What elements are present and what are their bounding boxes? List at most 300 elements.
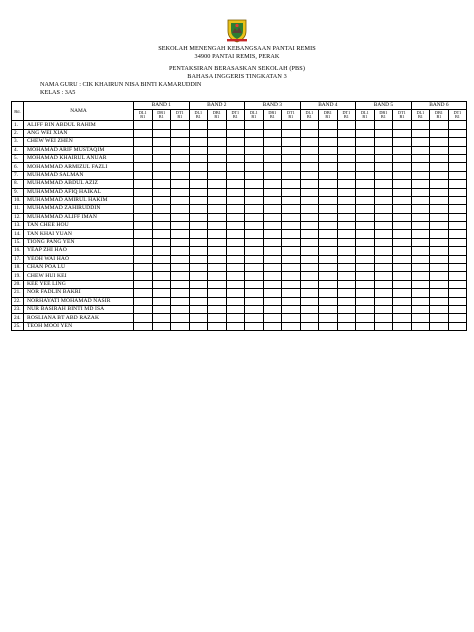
score-cell: [208, 171, 227, 179]
score-cell: [208, 121, 227, 129]
sub-column-band: B1: [232, 114, 238, 120]
score-cell: [245, 188, 264, 196]
score-cell: [430, 289, 449, 297]
score-cell: [393, 238, 412, 246]
row-number: 14.: [12, 230, 24, 238]
score-cell: [430, 146, 449, 154]
score-cell: [208, 180, 227, 188]
student-name: MUHAMMAD ALIFF IMAN: [24, 213, 134, 221]
score-cell: [134, 280, 153, 288]
score-cell: [171, 297, 190, 305]
score-cell: [263, 121, 282, 129]
row-number: 25.: [12, 322, 24, 330]
score-cell: [263, 255, 282, 263]
score-cell: [189, 280, 208, 288]
score-cell: [374, 289, 393, 297]
score-cell: [189, 163, 208, 171]
score-cell: [319, 154, 338, 162]
score-cell: [319, 289, 338, 297]
sub-column-code: DB1: [434, 109, 443, 115]
table-row: [12, 322, 467, 330]
score-cell: [319, 180, 338, 188]
score-cell: [189, 138, 208, 146]
score-cell: [448, 280, 467, 288]
table-row: [12, 297, 467, 305]
score-cell: [282, 163, 301, 171]
score-cell: [448, 163, 467, 171]
score-cell: [134, 180, 153, 188]
score-cell: [245, 305, 264, 313]
sub-column-code: DL1: [361, 109, 369, 115]
table-row: [12, 205, 467, 213]
score-cell: [282, 272, 301, 280]
score-cell: [430, 163, 449, 171]
score-cell: [226, 163, 245, 171]
sub-column-header: [300, 110, 319, 121]
score-cell: [448, 247, 467, 255]
table-row: [12, 129, 467, 137]
score-cell: [374, 163, 393, 171]
score-cell: [448, 289, 467, 297]
score-cell: [393, 322, 412, 330]
score-cell: [171, 180, 190, 188]
score-cell: [245, 205, 264, 213]
score-cell: [356, 188, 375, 196]
sub-column-code: DT1: [398, 109, 406, 115]
score-cell: [152, 129, 171, 137]
table-row: [12, 163, 467, 171]
score-cell: [319, 121, 338, 129]
score-cell: [337, 280, 356, 288]
score-cell: [208, 146, 227, 154]
score-cell: [448, 154, 467, 162]
score-cell: [374, 272, 393, 280]
score-cell: [152, 213, 171, 221]
student-name: CHEW WEI ZHEN: [24, 138, 134, 146]
score-cell: [152, 314, 171, 322]
score-cell: [374, 171, 393, 179]
score-cell: [356, 205, 375, 213]
score-cell: [245, 129, 264, 137]
score-cell: [152, 138, 171, 146]
score-cell: [411, 314, 430, 322]
row-number: 24.: [12, 314, 24, 322]
score-cell: [171, 272, 190, 280]
score-cell: [356, 272, 375, 280]
score-cell: [263, 314, 282, 322]
score-cell: [319, 188, 338, 196]
table-row: [12, 305, 467, 313]
score-cell: [319, 163, 338, 171]
score-cell: [226, 289, 245, 297]
score-cell: [411, 196, 430, 204]
score-cell: [263, 180, 282, 188]
score-cell: [245, 264, 264, 272]
score-cell: [337, 146, 356, 154]
sub-column-header: [152, 110, 171, 121]
score-cell: [208, 247, 227, 255]
sub-column-code: DB1: [323, 109, 332, 115]
score-cell: [430, 264, 449, 272]
student-name: YEOH WAI HAO: [24, 255, 134, 263]
score-cell: [282, 280, 301, 288]
score-cell: [245, 230, 264, 238]
score-cell: [430, 238, 449, 246]
score-cell: [189, 297, 208, 305]
sub-column-header: [411, 110, 430, 121]
score-cell: [337, 238, 356, 246]
score-cell: [411, 188, 430, 196]
score-cell: [171, 188, 190, 196]
sub-column-header: [448, 110, 467, 121]
score-cell: [245, 154, 264, 162]
sub-column-band: B1: [251, 114, 257, 120]
score-cell: [430, 272, 449, 280]
score-cell: [245, 138, 264, 146]
score-cell: [319, 196, 338, 204]
score-cell: [134, 222, 153, 230]
sub-column-header: [319, 110, 338, 121]
score-cell: [411, 154, 430, 162]
score-cell: [152, 146, 171, 154]
sub-column-header: [208, 110, 227, 121]
score-cell: [134, 289, 153, 297]
score-cell: [337, 171, 356, 179]
sub-column-code: DT1: [342, 109, 351, 115]
student-name: TIONG PANG YEN: [24, 238, 134, 246]
row-number: 15.: [12, 238, 24, 246]
sub-column-band: B1: [177, 114, 183, 120]
score-cell: [448, 314, 467, 322]
score-cell: [263, 238, 282, 246]
score-cell: [300, 238, 319, 246]
score-cell: [411, 272, 430, 280]
score-cell: [226, 238, 245, 246]
class-name: KELAS : 3A5: [40, 89, 76, 96]
score-cell: [374, 255, 393, 263]
score-cell: [171, 264, 190, 272]
sub-column-code: DL1: [138, 109, 147, 115]
score-cell: [282, 146, 301, 154]
score-cell: [393, 146, 412, 154]
score-cell: [263, 322, 282, 330]
score-cell: [245, 146, 264, 154]
score-cell: [282, 247, 301, 255]
score-cell: [134, 188, 153, 196]
score-cell: [208, 205, 227, 213]
score-cell: [152, 163, 171, 171]
score-cell: [411, 297, 430, 305]
score-cell: [300, 188, 319, 196]
student-name: NUR BASIRAH BINTI MD ISA: [24, 305, 134, 313]
score-cell: [356, 222, 375, 230]
score-cell: [208, 255, 227, 263]
sub-column-code: DT1: [231, 109, 240, 115]
score-cell: [356, 280, 375, 288]
score-cell: [337, 138, 356, 146]
score-cell: [411, 238, 430, 246]
score-cell: [263, 272, 282, 280]
score-cell: [208, 188, 227, 196]
score-cell: [226, 314, 245, 322]
score-cell: [171, 255, 190, 263]
score-cell: [134, 205, 153, 213]
score-cell: [356, 238, 375, 246]
score-cell: [374, 121, 393, 129]
sub-column-header: [263, 110, 282, 121]
student-name: KEE YEE LING: [24, 280, 134, 288]
score-cell: [152, 196, 171, 204]
score-cell: [189, 154, 208, 162]
score-cell: [393, 297, 412, 305]
row-number: 3.: [12, 138, 24, 146]
score-cell: [374, 314, 393, 322]
row-number: 7.: [12, 171, 24, 179]
score-cell: [448, 196, 467, 204]
score-cell: [171, 121, 190, 129]
row-number: 13.: [12, 222, 24, 230]
score-cell: [263, 171, 282, 179]
score-cell: [430, 171, 449, 179]
table-row: [12, 213, 467, 221]
score-cell: [319, 205, 338, 213]
score-cell: [430, 322, 449, 330]
table-row: [12, 196, 467, 204]
score-cell: [319, 230, 338, 238]
score-cell: [152, 230, 171, 238]
score-cell: [282, 213, 301, 221]
score-cell: [189, 180, 208, 188]
score-cell: [393, 154, 412, 162]
sub-column-code: DB1: [268, 109, 277, 115]
sub-column-header: [337, 110, 356, 121]
score-cell: [134, 129, 153, 137]
score-cell: [337, 255, 356, 263]
score-cell: [152, 280, 171, 288]
score-cell: [448, 171, 467, 179]
score-cell: [152, 247, 171, 255]
sub-column-code: DL1: [416, 109, 425, 115]
score-cell: [393, 205, 412, 213]
table-row: [12, 222, 467, 230]
row-number: 17.: [12, 255, 24, 263]
score-cell: [300, 322, 319, 330]
score-cell: [430, 305, 449, 313]
score-cell: [226, 264, 245, 272]
score-cell: [226, 305, 245, 313]
score-cell: [152, 297, 171, 305]
score-cell: [374, 297, 393, 305]
sub-column-header: [171, 110, 190, 121]
score-cell: [374, 205, 393, 213]
score-cell: [430, 180, 449, 188]
score-cell: [226, 280, 245, 288]
score-cell: [282, 205, 301, 213]
score-cell: [337, 272, 356, 280]
score-cell: [208, 314, 227, 322]
score-cell: [226, 180, 245, 188]
score-cell: [319, 322, 338, 330]
sub-column-code: DB1: [212, 109, 221, 115]
score-cell: [411, 171, 430, 179]
score-cell: [319, 171, 338, 179]
score-cell: [226, 272, 245, 280]
student-name: ROSLIANA BT ABD RAZAK: [24, 314, 134, 322]
sub-column-band: B1: [380, 114, 386, 120]
student-name: MOHAMAD KHAIRUL ANUAR: [24, 154, 134, 162]
score-cell: [300, 129, 319, 137]
score-cell: [356, 196, 375, 204]
student-name: ALIFF BIN ABDUL RAHIM: [24, 121, 134, 129]
score-cell: [208, 222, 227, 230]
score-cell: [374, 230, 393, 238]
score-cell: [300, 280, 319, 288]
row-number: 1.: [12, 121, 24, 129]
score-cell: [171, 289, 190, 297]
score-cell: [189, 146, 208, 154]
score-cell: [263, 230, 282, 238]
row-number: 11.: [12, 205, 24, 213]
score-cell: [319, 314, 338, 322]
score-cell: [337, 264, 356, 272]
score-cell: [226, 146, 245, 154]
score-cell: [208, 238, 227, 246]
score-cell: [282, 188, 301, 196]
score-cell: [171, 238, 190, 246]
score-cell: [411, 146, 430, 154]
score-cell: [448, 213, 467, 221]
score-cell: [356, 171, 375, 179]
score-cell: [448, 222, 467, 230]
score-cell: [319, 305, 338, 313]
score-cell: [208, 163, 227, 171]
score-cell: [300, 154, 319, 162]
score-cell: [134, 196, 153, 204]
score-cell: [208, 297, 227, 305]
score-cell: [448, 180, 467, 188]
score-cell: [226, 138, 245, 146]
assessment-table: [11, 101, 467, 331]
table-row: [12, 171, 467, 179]
score-cell: [448, 305, 467, 313]
score-cell: [448, 297, 467, 305]
score-cell: [134, 138, 153, 146]
score-cell: [300, 297, 319, 305]
score-cell: [189, 305, 208, 313]
score-cell: [152, 272, 171, 280]
score-cell: [245, 222, 264, 230]
score-cell: [356, 163, 375, 171]
score-cell: [430, 230, 449, 238]
row-number: 21.: [12, 289, 24, 297]
score-cell: [356, 138, 375, 146]
score-cell: [134, 163, 153, 171]
school-crest-logo: [224, 17, 250, 43]
table-row: [12, 314, 467, 322]
score-cell: [152, 205, 171, 213]
score-cell: [282, 154, 301, 162]
score-cell: [448, 205, 467, 213]
score-cell: [411, 213, 430, 221]
score-cell: [245, 171, 264, 179]
row-number: 10.: [12, 196, 24, 204]
score-cell: [374, 238, 393, 246]
score-cell: [263, 129, 282, 137]
score-cell: [356, 230, 375, 238]
score-cell: [411, 205, 430, 213]
score-cell: [226, 154, 245, 162]
sub-column-band: B1: [214, 114, 220, 120]
sub-column-header: [189, 110, 208, 121]
score-cell: [171, 314, 190, 322]
score-cell: [319, 280, 338, 288]
score-cell: [319, 129, 338, 137]
score-cell: [263, 163, 282, 171]
score-cell: [189, 213, 208, 221]
student-name: MOHAMMAD ARMIZUL FAZLI: [24, 163, 134, 171]
score-cell: [319, 138, 338, 146]
score-cell: [134, 297, 153, 305]
score-cell: [393, 222, 412, 230]
score-cell: [189, 205, 208, 213]
score-cell: [319, 247, 338, 255]
score-cell: [189, 121, 208, 129]
score-cell: [171, 230, 190, 238]
score-cell: [245, 289, 264, 297]
score-cell: [393, 289, 412, 297]
score-cell: [411, 121, 430, 129]
score-cell: [448, 146, 467, 154]
sub-column-band: B1: [399, 114, 405, 120]
score-cell: [208, 289, 227, 297]
score-cell: [263, 213, 282, 221]
score-cell: [356, 297, 375, 305]
sub-column-code: DL1: [194, 109, 203, 115]
score-cell: [319, 238, 338, 246]
column-header-no: Bil.: [12, 102, 24, 121]
score-cell: [448, 188, 467, 196]
score-cell: [263, 138, 282, 146]
score-cell: [282, 297, 301, 305]
score-cell: [448, 272, 467, 280]
score-cell: [152, 238, 171, 246]
sub-column-code: DL1: [249, 109, 258, 115]
score-cell: [411, 255, 430, 263]
score-cell: [152, 188, 171, 196]
score-cell: [189, 188, 208, 196]
score-cell: [208, 322, 227, 330]
score-cell: [337, 230, 356, 238]
score-cell: [134, 154, 153, 162]
score-cell: [134, 171, 153, 179]
score-cell: [134, 121, 153, 129]
score-cell: [263, 205, 282, 213]
score-cell: [245, 213, 264, 221]
sub-column-band: B1: [436, 114, 442, 120]
score-cell: [226, 213, 245, 221]
score-cell: [430, 314, 449, 322]
score-cell: [189, 264, 208, 272]
score-cell: [430, 297, 449, 305]
table-row: [12, 247, 467, 255]
score-cell: [393, 121, 412, 129]
score-cell: [319, 264, 338, 272]
score-cell: [393, 314, 412, 322]
score-cell: [319, 297, 338, 305]
table-row: [12, 272, 467, 280]
band-header: BAND 3: [245, 102, 301, 110]
student-name: MUHAMMAD AMIRUL HAKIM: [24, 196, 134, 204]
